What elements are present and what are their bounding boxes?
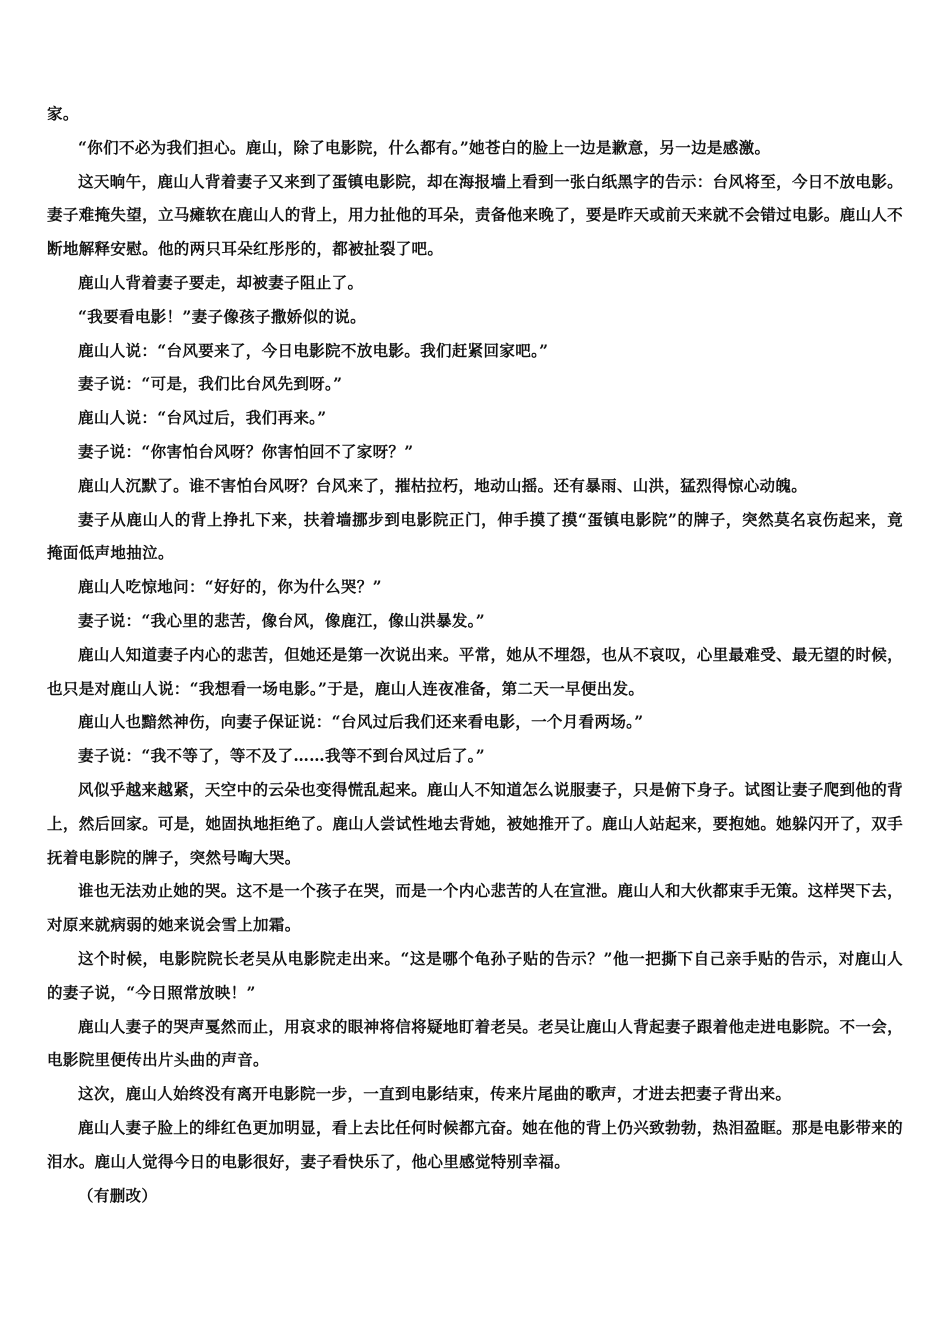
paragraph: 鹿山人沉默了。谁不害怕台风呀？台风来了，摧枯拉朽，地动山摇。还有暴雨、山洪，猛烈得惊心动魄。 — [78, 475, 808, 495]
paragraph: 妻子说：“我不等了，等不及了……我等不到台风过后了。” — [78, 746, 486, 766]
paragraph: 鹿山人妻子的哭声戛然而止，用哀求的眼神将信将疑地盯着老吴。老吴让鹿山人背起妻子跟着他走进电影院。不一会，电影院里便传出片头曲的声音。 — [47, 1016, 903, 1070]
paragraph: 鹿山人也黯然神伤，向妻子保证说：“台风过后我们还来看电影，一个月看两场。” — [78, 712, 644, 732]
paragraph: 妻子说：“你害怕台风呀？你害怕回不了家呀？” — [78, 441, 414, 461]
paragraph: 鹿山人知道妻子内心的悲苦，但她还是第一次说出来。平常，她从不埋怨，也从不哀叹，心里最难受、最无望的时候，也只是对鹿山人说：“我想看一场电影。”于是，鹿山人连夜准备，第二天一早便出发。 — [47, 644, 903, 698]
paragraph: “你们不必为我们担心。鹿山，除了电影院，什么都有。”她苍白的脸上一边是歉意，另一边是感激。 — [78, 137, 771, 157]
paragraph: 妻子说：“可是，我们比台风先到呀。” — [78, 374, 343, 394]
story-text — [47, 97, 903, 1212]
source-note: （有删改） — [78, 1185, 158, 1205]
paragraph: 谁也无法劝止她的哭。这不是一个孩子在哭，而是一个内心悲苦的人在宣泄。鹿山人和大伙都束手无策。这样哭下去，对原来就病弱的她来说会雪上加霜。 — [47, 881, 903, 935]
paragraph: 鹿山人说：“台风过后，我们再来。” — [78, 408, 327, 428]
paragraph: 风似乎越来越紧，天空中的云朵也变得慌乱起来。鹿山人不知道怎么说服妻子，只是俯下身子。试图让妻子爬到他的背上，然后回家。可是，她固执地拒绝了。鹿山人尝试性地去背她，被她推开了。鹿山人站起来，要抱她。她躲闪开了，双手抚着电影院的牌子，突然号啕大哭。 — [47, 779, 903, 867]
paragraph: “我要看电影！”妻子像孩子撒娇似的说。 — [78, 306, 366, 326]
paragraph: 鹿山人妻子脸上的绯红色更加明显，看上去比任何时候都亢奋。她在他的背上仍兴致勃勃，热泪盈眶。那是电影带来的泪水。鹿山人觉得今日的电影很好，妻子看快乐了，他心里感觉特别幸福。 — [47, 1117, 903, 1171]
paragraph: 妻子从鹿山人的背上挣扎下来，扶着墙挪步到电影院正门，伸手摸了摸“蛋镇电影院”的牌子，突然莫名哀伤起来，竟掩面低声地抽泣。 — [47, 509, 903, 563]
paragraph: 家。 — [47, 104, 79, 123]
paragraph: 鹿山人吃惊地问：“好好的，你为什么哭？” — [78, 577, 382, 597]
paragraph: 这次，鹿山人始终没有离开电影院一步，一直到电影结束，传来片尾曲的歌声，才进去把妻子背出来。 — [78, 1084, 792, 1104]
paragraph: 妻子说：“我心里的悲苦，像台风，像鹿江，像山洪暴发。” — [78, 610, 486, 630]
paragraph: 这天晌午，鹿山人背着妻子又来到了蛋镇电影院，却在海报墙上看到一张白纸黑字的告示：台风将至，今日不放电影。妻子难掩失望，立马瘫软在鹿山人的背上，用力扯他的耳朵，责备他来晚了，要是昨天或前天来就不会错过电影。鹿山人不断地解释安慰。他的两只耳朵红彤彤的，都被扯裂了吧。 — [47, 171, 903, 259]
paragraph: 这个时候，电影院院长老吴从电影院走出来。“这是哪个龟孙子贴的告示？”他一把撕下自己亲手贴的告示，对鹿山人的妻子说，“今日照常放映！” — [47, 948, 903, 1002]
paragraph: 鹿山人说：“台风要来了，今日电影院不放电影。我们赶紧回家吧。” — [78, 340, 549, 360]
paragraph: 鹿山人背着妻子要走，却被妻子阻止了。 — [78, 272, 364, 292]
